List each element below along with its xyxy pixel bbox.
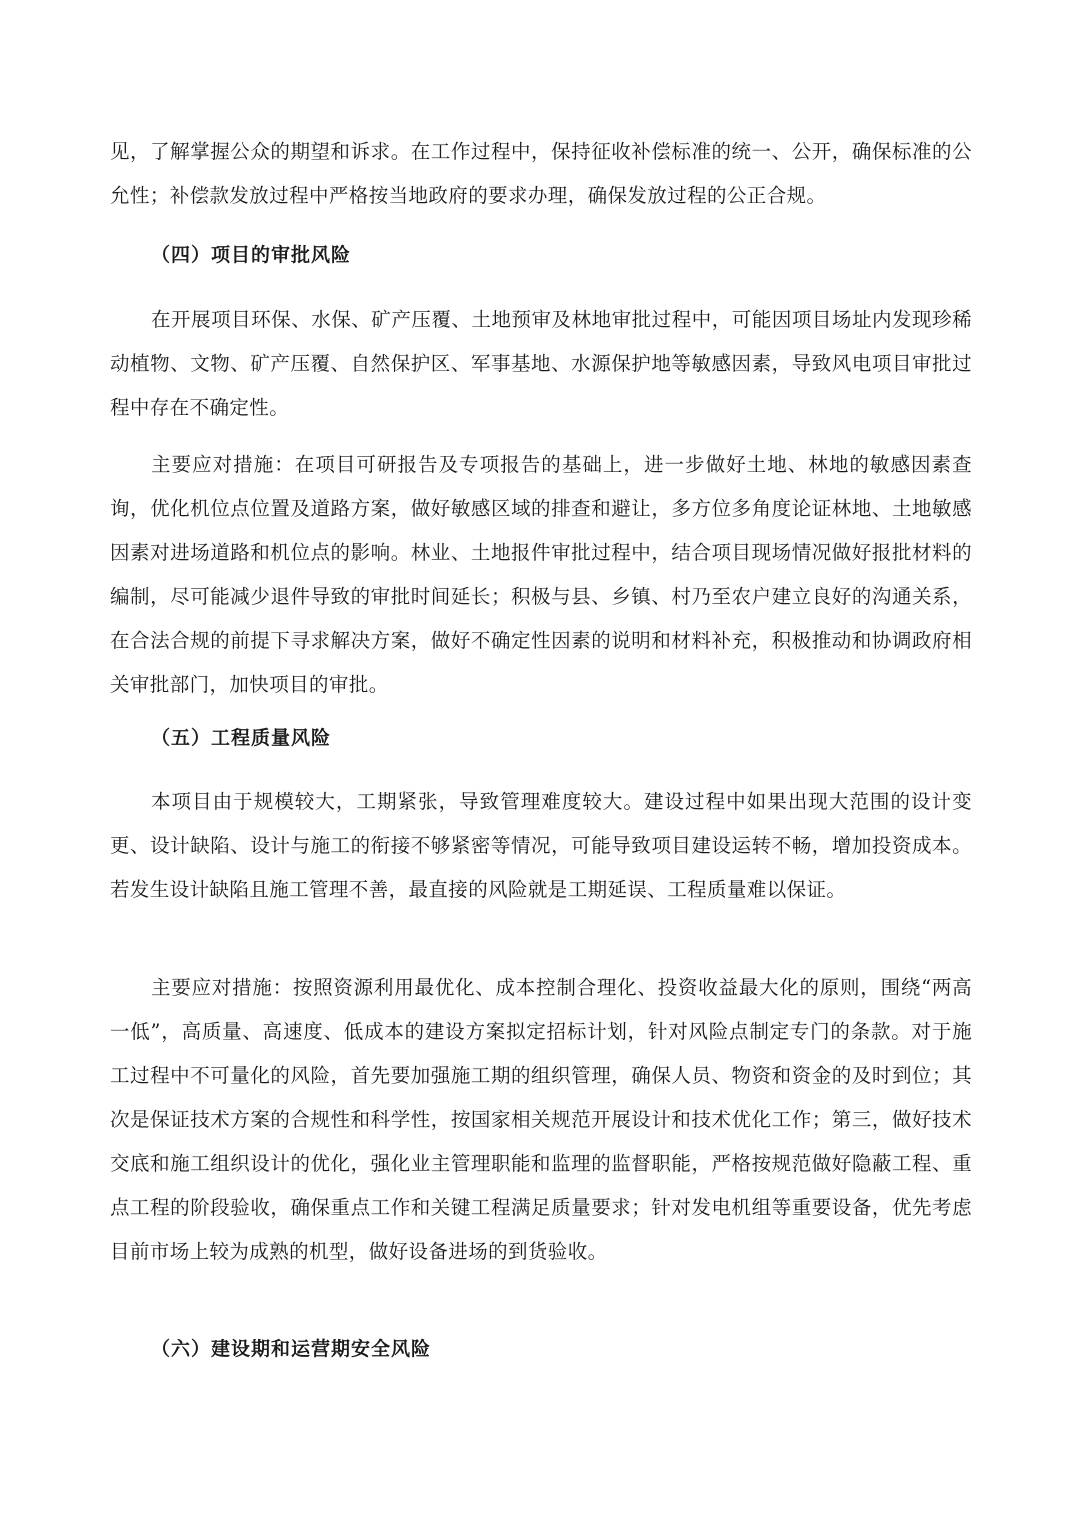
approval-risk-measures-paragraph: 主要应对措施：在项目可研报告及专项报告的基础上，进一步做好土地、林地的敏感因素查询，优化机位点位置及道路方案，做好敏感区域的排查和避让，多方位多角度论证林地、土地敏感因素对进场道路和机位点的影响。林业、土地报件审批过程中，结合项目现场情况做好报批材料的编制，尽可能减少退件导致的审批时间延长；积极与县、乡镇、村乃至农户建立良好的沟通关系，在合法合规的前提下寻求解决方案，做好不确定性因素的说明和材料补充，积极推动和协调政府相关审批部门，加快项目的审批。 [110,453,972,696]
section-heading-approval-risk: （四）项目的审批风险 [151,244,352,266]
section-heading-safety-risk: （六）建设期和运营期安全风险 [151,1338,432,1360]
quality-risk-measures-paragraph: 主要应对措施：按照资源利用最优化、成本控制合理化、投资收益最大化的原则，围绕“两高一低”，高质量、高速度、低成本的建设方案拟定招标计划，针对风险点制定专门的条款。对于施工过程中不可量化的风险，首先要加强施工期的组织管理，确保人员、物资和资金的及时到位；其次是保证技术方案的合规性和科学性，按国家相关规范开展设计和技术优化工作；第三，做好技术交底和施工组织设计的优化，强化业主管理职能和监理的监督职能，严格按规范做好隐蔽工程、重点工程的阶段验收，确保重点工作和关键工程满足质量要求；针对发电机组等重要设备，优先考虑目前市场上较为成熟的机型，做好设备进场的到货验收。 [110,976,972,1263]
section-heading-quality-risk: （五）工程质量风险 [151,727,332,749]
continuation-paragraph: 见，了解掌握公众的期望和诉求。在工作过程中，保持征收补偿标准的统一、公开，确保标准的公允性；补偿款发放过程中严格按当地政府的要求办理，确保发放过程的公正合规。 [110,140,972,207]
approval-risk-paragraph: 在开展项目环保、水保、矿产压覆、土地预审及林地审批过程中，可能因项目场址内发现珍稀动植物、文物、矿产压覆、自然保护区、军事基地、水源保护地等敏感因素，导致风电项目审批过程中存在不确定性。 [110,308,972,419]
quality-risk-paragraph: 本项目由于规模较大，工期紧张，导致管理难度较大。建设过程中如果出现大范围的设计变更、设计缺陷、设计与施工的衔接不够紧密等情况，可能导致项目建设运转不畅，增加投资成本。若发生设计缺陷且施工管理不善，最直接的风险就是工期延误、工程质量难以保证。 [110,790,972,901]
